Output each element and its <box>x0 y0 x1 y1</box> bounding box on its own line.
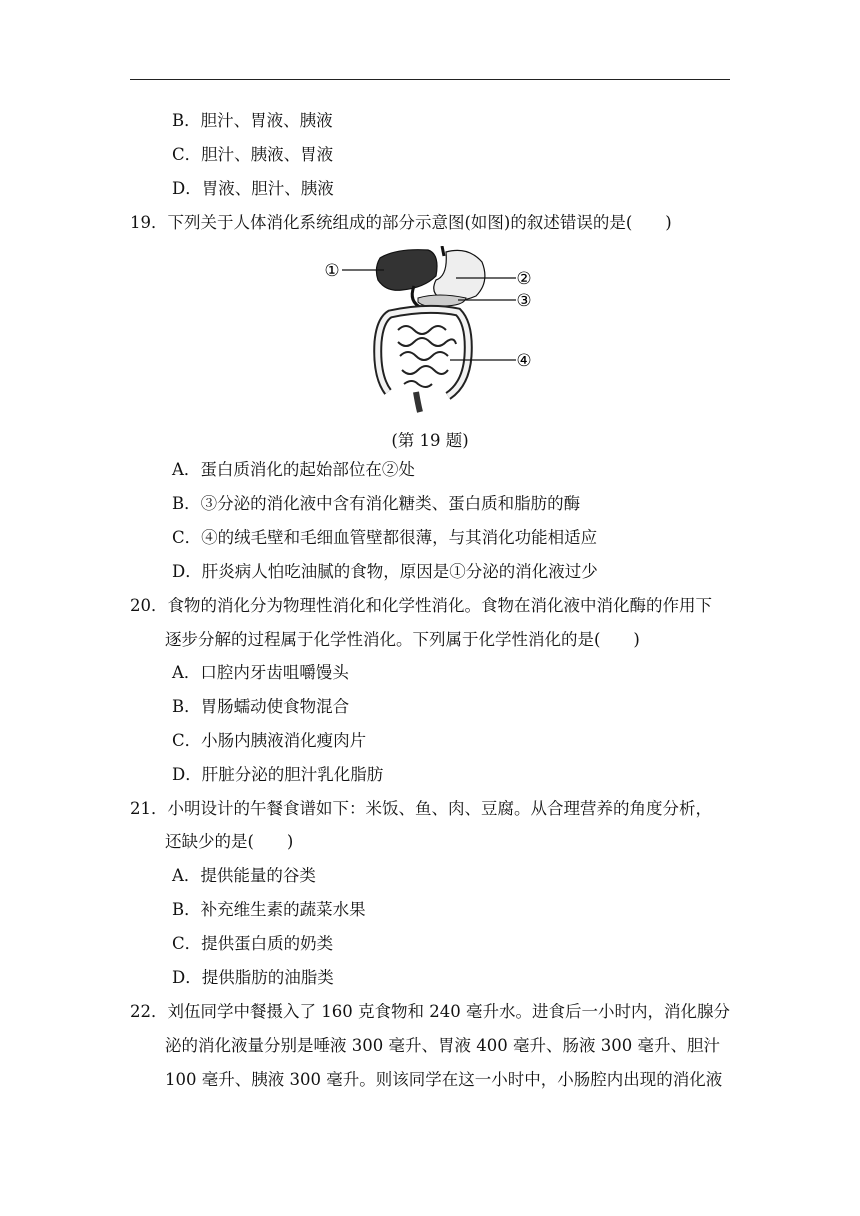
q19-option-a: A．蛋白质消化的起始部位在②处 <box>172 460 415 479</box>
q20-option-b: B．胃肠蠕动使食物混合 <box>172 697 350 716</box>
q21-option-d: D．提供脂肪的油脂类 <box>172 968 334 987</box>
header-rule <box>130 79 730 80</box>
q19-option-b: B．③分泌的消化液中含有消化糖类、蛋白质和脂肪的酶 <box>172 494 581 513</box>
q22-stem-line2: 泌的消化液量分别是唾液 300 毫升、胃液 400 毫升、肠液 300 毫升、胆汁 <box>165 1036 720 1055</box>
label-3: ③ <box>516 291 532 311</box>
q19-option-c: C．④的绒毛壁和毛细血管壁都很薄，与其消化功能相适应 <box>172 528 598 547</box>
q18-option-d: D．胃液、胆汁、胰液 <box>172 179 334 198</box>
label-1: ① <box>324 261 340 281</box>
q21-stem-line2: 还缺少的是( ) <box>165 832 294 851</box>
q20-option-c: C．小肠内胰液消化瘦肉片 <box>172 731 367 750</box>
q20-option-a: A．口腔内牙齿咀嚼馒头 <box>172 663 349 682</box>
q21-option-b: B．补充维生素的蔬菜水果 <box>172 900 366 919</box>
pancreas-shape <box>418 295 466 307</box>
q19-stem: 19．下列关于人体消化系统组成的部分示意图(如图)的叙述错误的是( ) <box>130 213 672 232</box>
q20-option-d: D．肝脏分泌的胆汁乳化脂肪 <box>172 765 384 784</box>
q21-stem-line1: 21．小明设计的午餐食谱如下：米饭、鱼、肉、豆腐。从合理营养的角度分析， <box>130 799 712 818</box>
q22-stem-line3: 100 毫升、胰液 300 毫升。则该同学在这一小时中，小肠腔内出现的消化液 <box>165 1070 723 1089</box>
q22-stem-line1: 22．刘伍同学中餐摄入了 160 克食物和 240 毫升水。进食后一小时内，消化腺分 <box>130 1002 730 1021</box>
q21-option-a: A．提供能量的谷类 <box>172 866 316 885</box>
q21-option-c: C．提供蛋白质的奶类 <box>172 934 334 953</box>
q20-stem-line1: 20．食物的消化分为物理性消化和化学性消化。食物在消化液中消化酶的作用下 <box>130 596 712 615</box>
q18-option-b: B．胆汁、胃液、胰液 <box>172 111 333 130</box>
q20-stem-line2: 逐步分解的过程属于化学性消化。下列属于化学性消化的是( ) <box>165 630 640 649</box>
q18-option-c: C．胆汁、胰液、胃液 <box>172 145 334 164</box>
label-4: ④ <box>516 351 532 371</box>
label-2: ② <box>516 269 532 289</box>
large-intestine-shape <box>378 309 469 396</box>
stomach-shape <box>434 250 485 300</box>
digestive-system-figure <box>318 246 540 416</box>
liver-shape <box>376 250 437 291</box>
small-intestine-coils <box>398 326 456 387</box>
q19-option-d: D．肝炎病人怕吃油腻的食物，原因是①分泌的消化液过少 <box>172 562 598 581</box>
figure-caption: (第 19 题) <box>391 431 469 450</box>
